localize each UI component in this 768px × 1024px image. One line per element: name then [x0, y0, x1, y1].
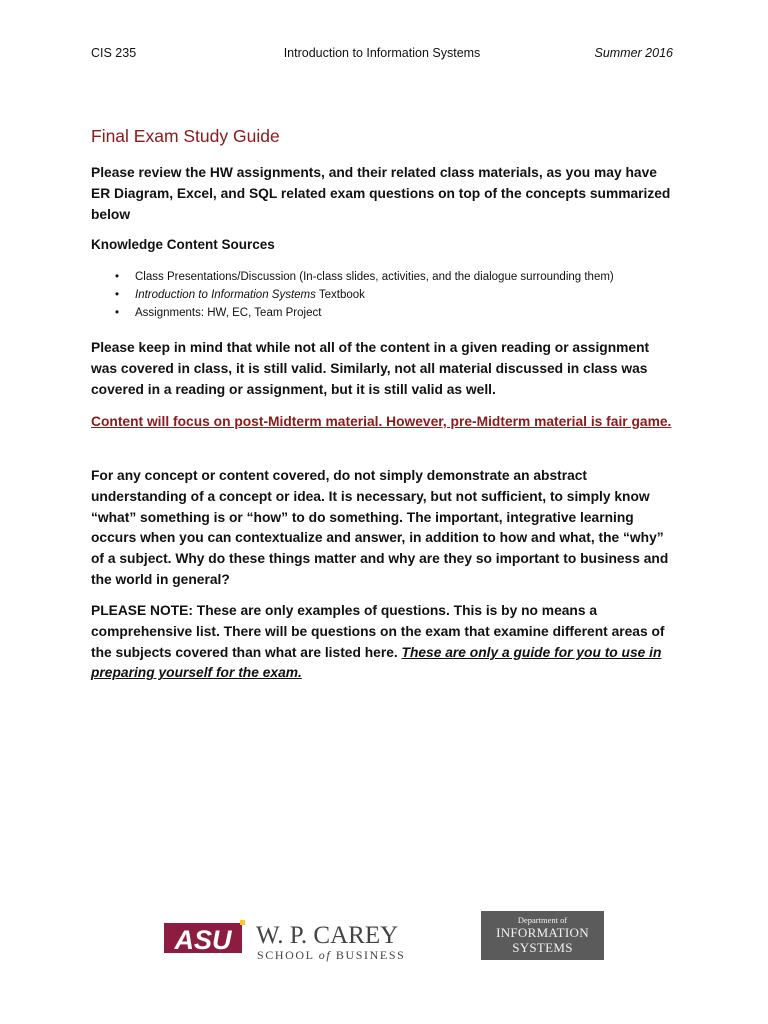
asu-mark-text: ASU	[174, 925, 232, 955]
course-code: CIS 235	[91, 46, 137, 60]
page-header	[91, 46, 673, 64]
bullet-icon: •	[115, 289, 120, 301]
reminder-paragraph: Please keep in mind that while not all of the content in a given reading or assignment was covered in class, it is still valid. Similarly, not all material discussed in class was covered in a reading or assignment, but it is still valid as well.	[91, 340, 650, 397]
page-title: Final Exam Study Guide	[91, 126, 280, 146]
dept-information-systems-logo	[481, 911, 604, 960]
bullet-icon: •	[115, 307, 120, 319]
wp-carey-logo	[164, 918, 414, 962]
note-paragraph: PLEASE NOTE: These are only examples of questions. This is by no means a comprehensive list. There will be questions on the exam that examine different areas of the subjects covered than what are listed here. These are only a guide for you to use in preparing yourself for the exam.	[91, 603, 665, 681]
dept-line-3: SYSTEMS	[512, 940, 573, 955]
list-item: • Assignments: HW, EC, Team Project	[91, 304, 675, 322]
bullet-icon: •	[115, 271, 120, 283]
term: Summer 2016	[594, 46, 673, 60]
list-item: • Class Presentations/Discussion (In-class slides, activities, and the dialogue surrounding them)	[91, 268, 675, 286]
guide-emphasis: These are only a guide for you to use in preparing yourself for the exam.	[91, 644, 662, 681]
course-title: Introduction to Information Systems	[283, 46, 481, 60]
carey-name-text: W. P. CAREY	[256, 922, 399, 949]
focus-paragraph: Content will focus on post-Midterm material. However, pre-Midterm material is fair game.	[91, 414, 672, 429]
intro-paragraph: Please review the HW assignments, and their related class materials, as you may have ER Diagram, Excel, and SQL related exam questions on top of the concepts summarized below	[91, 165, 671, 222]
dept-line-1: Department of	[517, 915, 568, 925]
school-text: SCHOOL of BUSINESS	[257, 948, 406, 962]
sources-heading: Knowledge Content Sources	[91, 237, 275, 252]
dept-line-2: INFORMATION	[496, 925, 589, 940]
concept-paragraph: For any concept or content covered, do not simply demonstrate an abstract understanding of a concept or idea. It is necessary, but not sufficient, to simply know “what” something is or “how” to do something. The important, integrative learning occurs when you can contextualize and answer, in addition to how and what, the “why” of a subject. Why do these things matter and why are they so important to business and the world in general?	[91, 468, 669, 587]
sources-list	[91, 268, 675, 322]
list-item: • Introduction to Information Systems Textbook	[91, 286, 675, 304]
